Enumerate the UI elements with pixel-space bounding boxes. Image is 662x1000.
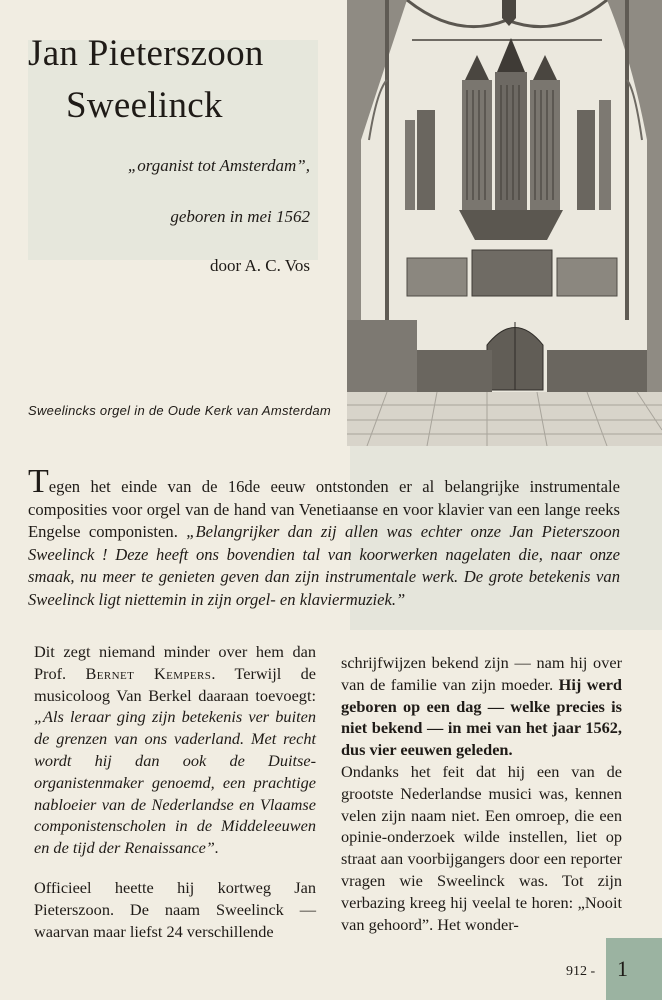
intro-paragraph <box>28 463 620 611</box>
right-paragraph-2: Ondanks het feit dat hij een van de grootste Nederlandse musici was, kennen velen zijn naam niet. Een omroep, die een opinie-onderzoek wilde instellen, liet op straat aan voorbijgangers door een reporter vragen wie Sweelinck was. Tot zijn verbazing kreeg hij veelal te horen: „Nooit van gehoord”. Het wonder- <box>341 761 622 934</box>
byline: door A. C. Vos <box>210 256 310 275</box>
van-berkel-quote: „Als leraar ging zijn betekenis ver buiten de grenzen van ons vaderland. Met recht wordt hij dan ook de Duitse-organistenmaker genoemd, een prachtige nabloeier van de Nederlandse en Vlaamse componistenscholen in de Middeleeuwen en de tijd der Renaissance”. <box>34 707 316 858</box>
right-text: schrijfwijzen bekend zijn — nam hij over van de familie van zijn moeder. <box>341 653 622 694</box>
section-tab <box>606 938 662 1000</box>
subtitle-role: „organist tot Amsterdam”, <box>127 156 310 175</box>
subtitle-birth: geboren in mei 1562 <box>170 207 310 226</box>
right-paragraph-1 <box>341 652 622 761</box>
drop-cap: T <box>28 463 49 500</box>
left-column <box>34 641 316 942</box>
left-text: Dit zegt niemand minder over hem dan Prof. <box>34 642 316 683</box>
intro-quote: „Belangrijker dan zij allen was echter onze Jan Pieterszoon Sweelinck ! Deze heeft ons bovendien tal van koorwerken nagelaten die, naar onze smaak, nu meer te genieten geven dan zijn instrumentale werk. De grote betekenis van Sweelinck ligt niettemin in zijn orgel- en klaviermuziek.” <box>28 522 620 609</box>
article-title <box>28 28 264 132</box>
photo-caption: Sweelincks orgel in de Oude Kerk van Amsterdam <box>28 403 332 418</box>
title-line-1: Jan Pieterszoon <box>28 33 264 74</box>
title-line-2: Sweelinck <box>66 85 223 126</box>
section-number: 1 <box>617 956 628 981</box>
left-paragraph-2: Officieel heette hij kortweg Jan Pieterszoon. De naam Sweelinck — waarvan maar liefst 24 verschillende <box>34 877 316 941</box>
right-column <box>341 652 622 935</box>
birth-highlight: Hij werd geboren op een dag — welke precies is niet bekend — in mei van het jaar 1562, dus vier eeuwen geleden. <box>341 674 622 760</box>
organ-photo <box>347 0 662 446</box>
person-name: Bernet Kempers <box>85 663 212 683</box>
left-text: . Terwijl de musicoloog Van Berkel daaraan toevoegt: <box>34 663 316 705</box>
church-organ-illustration <box>347 0 662 446</box>
left-paragraph-1 <box>34 641 316 859</box>
intro-text: egen het einde van de 16de eeuw ontstonden er al belangrijke instrumentale composities voor orgel van de hand van Venetiaanse en voor klavier van een lange reeks Engelse componisten. <box>28 477 620 541</box>
page-number: 912 - <box>566 964 596 979</box>
